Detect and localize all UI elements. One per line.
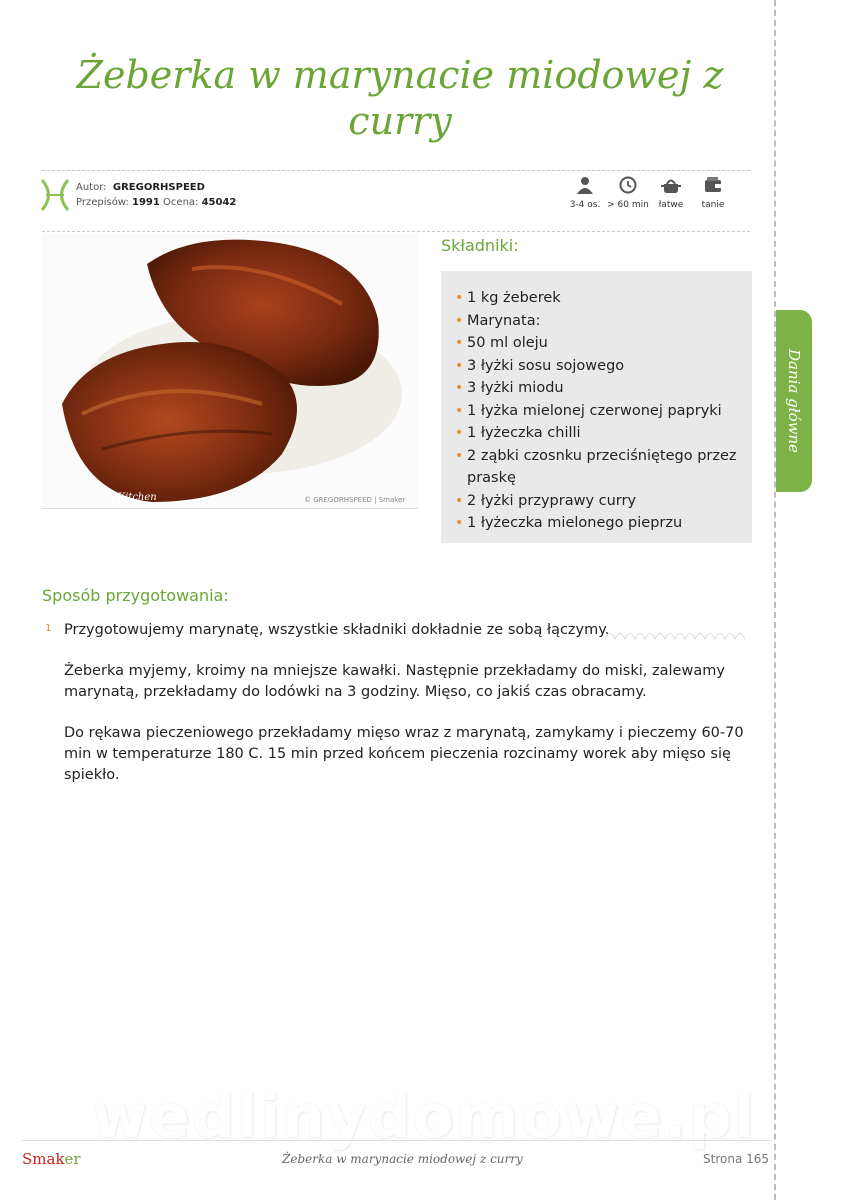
meta-time [606,176,650,210]
method-paragraph: Żeberka myjemy, kroimy na mniejsze kawałki. Następnie przekładamy do miski, zalewamy marynatą, przekładamy do lodówki na 3 godziny. Mięso, co jakiś czas obracamy. [64,663,725,700]
ingredient-item: • 3 łyżki sosu sojowego [455,355,740,378]
recipe-title: Żeberka w marynacie miodowej z curry [76,53,724,143]
ingredient-item: • 2 ząbki czosnku przeciśniętego przez praskę [455,445,740,490]
meta-servings [566,176,604,210]
ingredients-box [441,271,752,543]
category-tab[interactable] [776,310,812,492]
clock-icon [618,176,638,194]
time-value: > 60 min [607,200,649,210]
person-icon [575,176,595,194]
author-info [76,180,236,210]
rating-value: 45042 [201,197,237,208]
recipes-count: 1991 [132,197,160,208]
method-paragraph: Do rękawa pieczeniowego przekładamy mięso wraz z marynatą, zamykamy i pieczemy 60-70 min w temperaturze 180 C. 15 min przed końcem pieczenia rozcinamy worek aby mięso się spiekło. [64,725,744,783]
ingredient-item: • 1 kg żeberek [455,287,740,310]
ingredient-item: • 2 łyżki przyprawy curry [455,490,740,513]
author-label: Autor: [76,182,107,193]
ribs-image [42,234,418,508]
page-number: Strona 165 [703,1152,770,1166]
method-paragraph: Przygotowujemy marynatę, wszystkie składniki dokładnie ze sobą łączymy. [64,622,610,638]
rating-label: Ocena: [163,197,199,208]
ingredient-item: • 3 łyżki miodu [455,377,740,400]
photo-caption-left: R'n'G Kitchen [87,492,157,503]
pot-icon [661,176,681,194]
ingredient-item: • Marynata: [455,310,740,333]
brand-main: Smak [22,1150,65,1168]
meta-difficulty [655,176,687,210]
footer-divider [22,1140,772,1141]
header-divider-bottom [42,231,750,232]
step-number: 1 [45,623,52,634]
servings-value: 3-4 os. [569,200,601,210]
author-name[interactable]: GREGORHSPEED [112,182,205,193]
recipe-photo [42,234,418,509]
meta-cost [698,176,728,210]
method-heading: Sposób przygotowania: [42,586,229,605]
ingredient-item: • 50 ml oleju [455,332,740,355]
cost-value: tanie [701,200,725,210]
footer-recipe-title: Żeberka w marynacie miodowej z curry [282,1152,523,1166]
ingredients-heading: Składniki: [441,236,519,255]
photo-caption-right: © GREGORHSPEED | Smaker [304,496,406,504]
recipes-label: Przepisów: [76,197,129,208]
watermark: wedlinydomowe.pl [91,1082,757,1152]
ingredient-item: • 1 łyżeczka chilli [455,422,740,445]
footer-brand-logo[interactable] [22,1150,81,1168]
difficulty-value: łatwe [658,200,684,210]
brand-accent: er [64,1150,81,1168]
category-tab-label: Dania główne [785,348,803,453]
method-steps [64,620,752,806]
header-divider-top [42,170,750,171]
ingredient-item: • 1 łyżeczka mielonego pieprzu [455,512,740,535]
ingredient-item: • 1 łyżka mielonej czerwonej papryki [455,400,740,423]
ingredients-list [441,271,752,535]
author-logo-icon [40,178,70,212]
page-edge-divider [774,0,776,1200]
wallet-icon [703,176,723,194]
